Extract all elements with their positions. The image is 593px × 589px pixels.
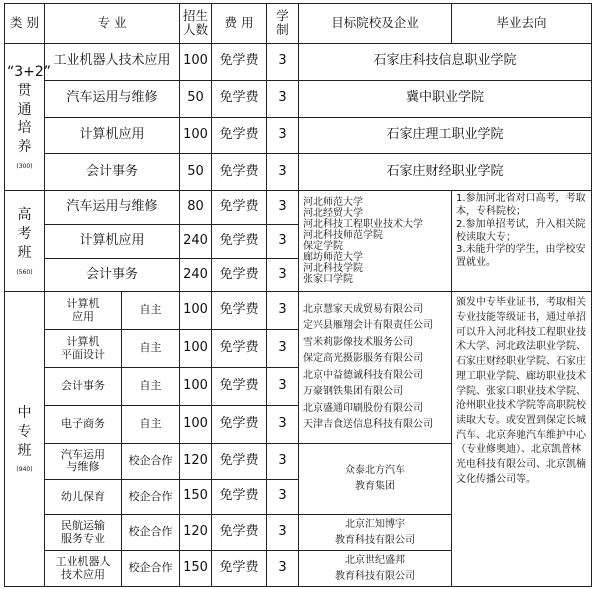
major-cell: 工业机器人 技术应用 — [45, 551, 122, 587]
years-cell: 3 — [267, 330, 299, 368]
enroll-cell: 150 — [180, 479, 212, 515]
years-cell: 3 — [267, 292, 299, 330]
enroll-cell: 240 — [180, 224, 212, 258]
years-cell: 3 — [267, 224, 299, 258]
list-item: 定兴县雁翔会计有限责任公司 — [303, 320, 434, 332]
mode-cell: 校企合作 — [122, 515, 180, 551]
list-item: 天津吉食送信息科技有限公司 — [303, 419, 434, 431]
major-cell: 汽车运用 与维修 — [45, 443, 122, 479]
fee-cell: 免学费 — [212, 154, 267, 191]
category-label: “3+2” 贯 通 培 养 — [7, 63, 52, 156]
target-cell: 石家庄科技信息职业学院 — [299, 43, 592, 80]
header-fee: 费 用 — [212, 4, 267, 44]
years-cell: 3 — [267, 154, 299, 191]
header-major: 专 业 — [45, 4, 180, 44]
list-item: 万豪钢铁集团有限公司 — [303, 386, 404, 398]
list-item: 河北科技师范学院 — [303, 230, 384, 242]
list-item: 河北师范大学 — [303, 197, 364, 209]
fee-cell: 免学费 — [212, 292, 267, 330]
years-cell: 3 — [267, 258, 299, 292]
header-destination: 毕业去向 — [452, 4, 592, 44]
list-item: 河北科技工程职业技术大学 — [303, 219, 424, 231]
enroll-cell: 50 — [180, 154, 212, 191]
enroll-cell: 120 — [180, 515, 212, 551]
major-cell: 会计事务 — [45, 368, 122, 406]
fee-cell: 免学费 — [212, 80, 267, 117]
major-cell: 会计事务 — [45, 258, 180, 292]
major-cell: 电子商务 — [45, 405, 122, 443]
category-cell — [5, 43, 52, 190]
destination-item: 1.参加河北省对口高考，考取本，专科院校； — [456, 193, 586, 217]
target-cell: 冀中职业学院 — [299, 80, 592, 117]
header-years: 学 制 — [267, 4, 299, 44]
enroll-cell: 100 — [180, 330, 212, 368]
fee-cell: 免学费 — [212, 551, 267, 587]
category-label: 高 考 班 — [17, 206, 32, 261]
fee-cell: 免学费 — [212, 515, 267, 551]
list-item: 北京慧家天成贸易有限公司 — [303, 303, 424, 315]
header-enroll: 招生 人数 — [180, 4, 212, 44]
list-item: 保定高光摄影服务有限公司 — [303, 353, 424, 365]
enroll-cell: 80 — [180, 191, 212, 225]
header-target: 目标院校及企业 — [299, 4, 452, 44]
enroll-cell: 100 — [180, 368, 212, 406]
fee-cell: 免学费 — [212, 191, 267, 225]
list-item: 河北经贸大学 — [303, 208, 364, 220]
category-count: (940) — [16, 466, 33, 474]
years-cell: 3 — [267, 80, 299, 117]
category-label: 中 专 班 — [17, 404, 32, 459]
category-cell — [5, 191, 45, 292]
fee-cell: 免学费 — [212, 405, 267, 443]
table-row — [5, 292, 592, 330]
target-cell: 众泰北方汽车 教育集团 — [299, 443, 452, 515]
major-cell: 民航运输 服务专业 — [45, 515, 122, 551]
list-item: 北京盛通印刷股份有限公司 — [303, 402, 424, 414]
enrollment-table — [4, 3, 592, 587]
header-category: 类 别 — [5, 4, 45, 44]
target-cell: 北京汇知博宇 教育科技有限公司 — [299, 515, 452, 551]
years-cell: 3 — [267, 191, 299, 225]
list-item: 河北科技学院 — [303, 263, 364, 275]
mode-cell: 自主 — [122, 292, 180, 330]
mode-cell: 自主 — [122, 330, 180, 368]
list-item: 廊坊师范大学 — [303, 252, 364, 264]
enroll-cell: 50 — [180, 80, 212, 117]
enroll-cell: 240 — [180, 258, 212, 292]
target-cell: 石家庄财经职业学院 — [299, 154, 592, 191]
fee-cell: 免学费 — [212, 330, 267, 368]
fee-cell: 免学费 — [212, 443, 267, 479]
years-cell: 3 — [267, 405, 299, 443]
major-cell: 计算机 平面设计 — [45, 330, 122, 368]
years-cell: 3 — [267, 443, 299, 479]
years-cell: 3 — [267, 117, 299, 154]
years-cell: 3 — [267, 368, 299, 406]
years-cell: 3 — [267, 43, 299, 80]
target-cell: 石家庄理工职业学院 — [299, 117, 592, 154]
mode-cell: 校企合作 — [122, 479, 180, 515]
fee-cell: 免学费 — [212, 479, 267, 515]
table-row — [5, 117, 592, 154]
target-cell: 北京世纪盛邦 教育科技有限公司 — [299, 551, 452, 587]
company-list-cell — [299, 292, 452, 443]
fee-cell: 免学费 — [212, 368, 267, 406]
list-item: 北京中益德诚科技有限公司 — [303, 369, 424, 381]
mode-cell: 自主 — [122, 368, 180, 406]
destination-item: 3.未能升学的学生，由学校安置就业。 — [456, 244, 586, 269]
list-item: 雪米莉影像技术服务公司 — [303, 336, 414, 348]
major-cell: 幼儿保育 — [45, 479, 122, 515]
header-row — [5, 4, 592, 44]
fee-cell: 免学费 — [212, 43, 267, 80]
table-row — [5, 43, 592, 80]
list-item: 保定学院 — [303, 241, 344, 253]
years-cell: 3 — [267, 479, 299, 515]
enroll-cell: 100 — [180, 43, 212, 80]
destination-cell: 颁发中专毕业证书，考取相关专业技能等级证书，通过单招可以升入河北科技工程职业技术大学、河北政法职业学院、石家庄财经职业学院、石家庄理工职业学院、廊坊职业技术学院、张家口职业技术学院、沧州职业技术学院等高职院校读取大专。或安置到保定长城汽车、北京奔驰汽车维护中心（专业修奥迪）、北京凯普林光电科技有限公司、北京凯楠文化传播公司等。 — [452, 292, 592, 587]
fee-cell: 免学费 — [212, 117, 267, 154]
years-cell: 3 — [267, 551, 299, 587]
enroll-cell: 100 — [180, 117, 212, 154]
enroll-cell: 100 — [180, 405, 212, 443]
destination-cell — [452, 191, 592, 292]
category-count: (300) — [16, 163, 33, 171]
table-row — [5, 191, 592, 225]
major-cell: 计算机 应用 — [45, 292, 122, 330]
fee-cell: 免学费 — [212, 258, 267, 292]
list-item: 张家口学院 — [303, 274, 354, 286]
major-cell: 计算机应用 — [45, 117, 180, 154]
destination-item: 2.参加单招考试，升入相关院校读取大专； — [456, 218, 586, 243]
category-count: (560) — [16, 268, 33, 276]
mode-cell: 校企合作 — [122, 551, 180, 587]
enroll-cell: 120 — [180, 443, 212, 479]
major-cell: 汽车运用与维修 — [45, 191, 180, 225]
fee-cell: 免学费 — [212, 224, 267, 258]
category-cell — [5, 292, 45, 587]
major-cell: 工业机器人技术应用 — [45, 43, 180, 80]
table-row — [5, 80, 592, 117]
major-cell: 汽车运用与维修 — [45, 80, 180, 117]
mode-cell: 校企合作 — [122, 443, 180, 479]
enroll-cell: 150 — [180, 551, 212, 587]
target-list-cell — [299, 191, 452, 292]
major-cell: 计算机应用 — [45, 224, 180, 258]
major-cell: 会计事务 — [45, 154, 180, 191]
mode-cell: 自主 — [122, 405, 180, 443]
table-row — [5, 154, 592, 191]
years-cell: 3 — [267, 515, 299, 551]
enroll-cell: 100 — [180, 292, 212, 330]
